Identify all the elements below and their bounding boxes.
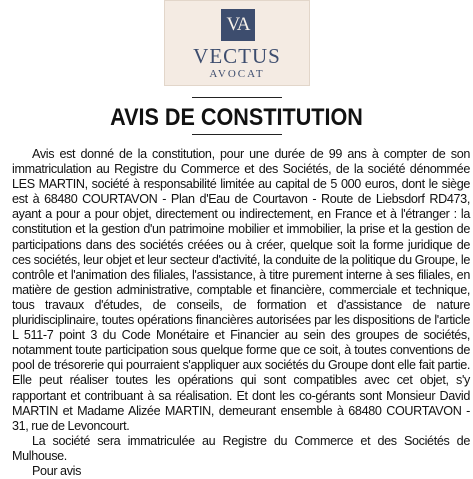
logo-name: VECTUS [193, 44, 281, 68]
title-rule-bottom [192, 134, 282, 135]
logo-subtitle: AVOCAT [209, 68, 265, 80]
title-rule-top [192, 97, 282, 98]
vectus-logo [164, 0, 310, 86]
notice-paragraph-main: Avis est donné de la constitution, pour une durée de 99 ans à compter de son immatriculation au Registre du Commerce et des Sociétés, de la société dénommée LES MARTIN, société à responsabilité limitée au capital de 5 000 euros, dont le siège est à 68480 COURTAVON - Plan d'Eau de Courtavon - Route de Liebsdorf RD473, ayant a pour a pour objet, directement ou indirectement, en France et à l'étranger : la constitution et la gestion d'un patrimoine mobilier et immobilier, la prise et la gestion de participations dans des sociétés créées ou à créer, quelque soit la forme juridique de ces sociétés, leur objet et leur secteur d'activité, la conduite de la politique du Groupe, le contrôle et l'animation des filiales, l'assistance, à titre purement interne à ses filiales, en matière de gestion administrative, comptable et financière, commerciale et technique, tous travaux d'études, de conseils, de formation et d'assistance de nature pluridisciplinaire, toutes opérations financières autorisées par les dispositions de l'article L 511-7 point 3 du Code Monétaire et Financier au sein des groupes de sociétés, notamment toute participation sous quelque forme que ce soit, à toutes conventions de pool de trésorerie qui pourraient s'appliquer aux sociétés du Groupe dont elle fait partie. Elle peut réaliser toutes les opérations qui sont compatibles avec cet objet, s'y rapportant et contribuant à sa réalisation. Et dont les co-gérants sont Monsieur David MARTIN et Madame Alizée MARTIN, demeurant ensemble à 68480 COURTAVON - 31, rue de Levoncourt. [12, 147, 470, 433]
notice-body [12, 147, 470, 479]
notice-paragraph-registration: La société sera immatriculée au Registre du Commerce et des Sociétés de Mulhouse. [12, 433, 470, 463]
notice-title: AVIS DE CONSTITUTION [110, 104, 363, 131]
logo-monogram: VA [221, 9, 255, 41]
notice-signoff: Pour avis [32, 463, 82, 478]
